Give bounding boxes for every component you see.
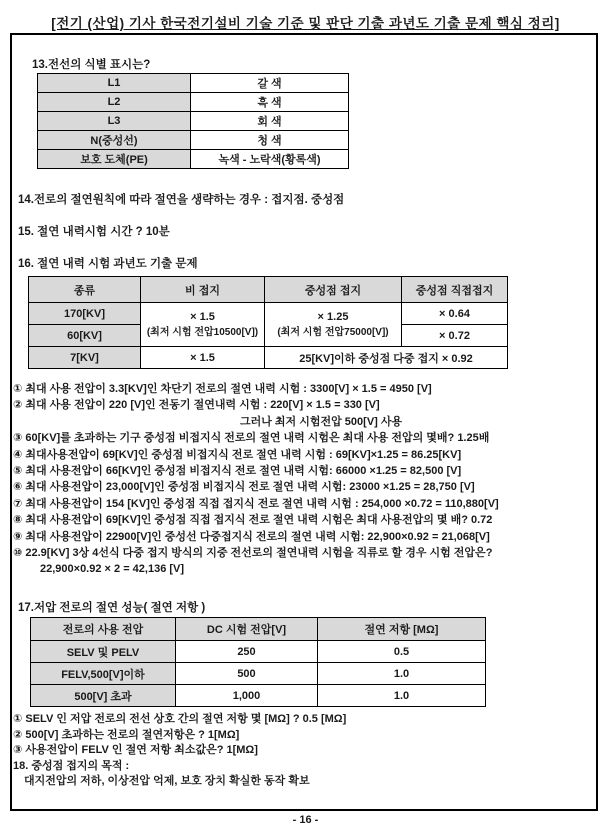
table-cell: × 0.64 bbox=[402, 303, 508, 325]
q16-item-6: ⑥ 최대 사용전압이 23,000[V]인 중성점 비접지식 전로 절연 내력 시험: 23000 ×1.25 = 28,750 [V] bbox=[13, 481, 475, 494]
q18-label: 18. 중성점 접지의 목적 : bbox=[13, 759, 130, 772]
q16-item-2-note: 그러나 최저 시험전압 500[V] 사용 bbox=[240, 415, 403, 428]
q17-item-1: ① SELV 인 저압 전로의 전선 상호 간의 절연 저항 몇 [MΩ] ? 0.5 [MΩ] bbox=[13, 713, 347, 725]
q16-item-3: ③ 60[KV]를 초과하는 기구 중성점 비접지식 전로의 절연 내력 시험은 최대 사용 전압의 몇배? 1.25배 bbox=[13, 432, 490, 445]
table-header-cell: 전로의 사용 전압 bbox=[31, 618, 176, 641]
q13-label: 13.전선의 식별 표시는? bbox=[32, 59, 151, 71]
q17-items bbox=[13, 712, 346, 790]
q16-item-9: ⑨ 최대 사용전압이 22900[V]인 중성선 다중접지식 전로의 절연 내력 시험: 22,900×0.92 = 21,068[V] bbox=[13, 530, 490, 543]
table-header-cell: 중성점 직접접지 bbox=[402, 277, 508, 303]
q17-item-3: ③ 사용전압이 FELV 인 절연 저항 최소값은? 1[MΩ] bbox=[13, 744, 258, 757]
table-cell: 청 색 bbox=[191, 131, 349, 150]
q16-item-10: ⑩ 22.9[KV] 3상 4선식 다중 접지 방식의 지중 전선로의 절연내력 시험을 직류로 할 경우 시험 전압은? bbox=[13, 546, 493, 559]
table-cell: 7[KV] bbox=[29, 347, 141, 369]
table-cell: FELV,500[V]이하 bbox=[31, 663, 176, 685]
q16-item-2: ② 최대 사용 전압이 220 [V]인 전동기 절연내력 시험 : 220[V] × 1.5 = 330 [V] bbox=[13, 399, 380, 412]
factor-text: × 1.25 bbox=[317, 311, 349, 323]
page-title: [전기 (산업) 기사 한국전기설비 기술 기준 및 판단 기출 과년도 기출 문제 핵심 정리] bbox=[51, 16, 560, 31]
table-header-cell: 절연 저항 [MΩ] bbox=[318, 618, 486, 641]
table-cell: N(중성선) bbox=[38, 131, 191, 150]
table-cell: L1 bbox=[38, 74, 191, 93]
table-cell: 0.5 bbox=[318, 641, 486, 663]
table-cell: 250 bbox=[176, 641, 318, 663]
factor-text: × 1.5 bbox=[190, 311, 215, 323]
table-cell bbox=[265, 303, 402, 347]
table-cell: L3 bbox=[38, 112, 191, 131]
q17-label: 17.저압 전로의 절연 성능( 절연 저항 ) bbox=[18, 602, 206, 614]
table-row bbox=[38, 150, 349, 169]
table-header-row bbox=[31, 618, 486, 641]
table-header-cell: 비 접지 bbox=[141, 277, 265, 303]
table-cell: 보호 도체(PE) bbox=[38, 150, 191, 169]
q15-label: 15. 절연 내력시험 시간 ? 10분 bbox=[18, 226, 170, 238]
q16-label: 16. 절연 내력 시험 과년도 기출 문제 bbox=[18, 258, 198, 270]
table-cell: 25[KV]이하 중성점 다중 접지 × 0.92 bbox=[265, 347, 508, 369]
q16-items bbox=[13, 381, 499, 578]
table-cell: L2 bbox=[38, 93, 191, 112]
table-cell: 흑 색 bbox=[191, 93, 349, 112]
q17-item-2: ② 500[V] 초과하는 전로의 절연저항은 ? 1[MΩ] bbox=[13, 728, 240, 741]
table-header-cell: 종류 bbox=[29, 277, 141, 303]
q16-item-4: ④ 최대사용전압이 69[KV]인 중성점 비접지식 전로 절연 내력 시험 : 69[KV]×1.25 = 86.25[KV] bbox=[13, 448, 462, 461]
table-cell: 60[KV] bbox=[29, 325, 141, 347]
q16-item-8: ⑧ 최대 사용전압이 69[KV]인 중성점 직접 접지식 전로 절연 내력 시험은 최대 사용전압의 몇 배? 0.72 bbox=[13, 514, 493, 527]
page-border bbox=[10, 33, 598, 811]
q16-item-5: ⑤ 최대 사용전압이 66[KV]인 중성점 비접지식 전로 절연 내력 시험: 66000 ×1.25 = 82,500 [V] bbox=[13, 464, 462, 477]
table-row bbox=[31, 641, 486, 663]
withstand-test-table bbox=[28, 276, 508, 369]
table-row bbox=[38, 112, 349, 131]
note-text: (최저 시험 전압75000[V]) bbox=[277, 327, 389, 338]
table-cell: 1.0 bbox=[318, 663, 486, 685]
note-text: (최저 시험 전압10500[V]) bbox=[146, 327, 259, 338]
table-cell bbox=[141, 303, 265, 347]
table-cell: 500[V] 초과 bbox=[31, 685, 176, 707]
table-row bbox=[38, 131, 349, 150]
page-number: - 16 - bbox=[292, 814, 319, 826]
table-cell: 1,000 bbox=[176, 685, 318, 707]
table-cell: 녹색 - 노락색(황록색) bbox=[191, 150, 349, 169]
insulation-resistance-table bbox=[30, 617, 486, 707]
table-row bbox=[29, 303, 508, 325]
table-cell: 갈 색 bbox=[191, 74, 349, 93]
q18-body: 대지전압의 저하, 이상전압 억제, 보호 장치 확실한 동작 확보 bbox=[24, 775, 310, 788]
table-header-cell: 중성점 접지 bbox=[265, 277, 402, 303]
q16-item-10-calc: 22,900×0.92 × 2 = 42,136 [V] bbox=[40, 563, 185, 576]
table-cell: SELV 및 PELV bbox=[31, 641, 176, 663]
table-cell: 1.0 bbox=[318, 685, 486, 707]
table-header-cell: DC 시험 전압[V] bbox=[176, 618, 318, 641]
q16-item-7: ⑦ 최대 사용전압이 154 [KV]인 중성점 직접 접지식 전로 절연 내력 시험 : 254,000 ×0.72 = 110,880[V] bbox=[13, 497, 499, 510]
table-row bbox=[31, 663, 486, 685]
table-row bbox=[31, 685, 486, 707]
table-cell: 500 bbox=[176, 663, 318, 685]
table-row bbox=[38, 93, 349, 112]
table-header-row bbox=[29, 277, 508, 303]
table-row bbox=[38, 74, 349, 93]
table-cell: 170[KV] bbox=[29, 303, 141, 325]
table-cell: × 0.72 bbox=[402, 325, 508, 347]
table-cell: × 1.5 bbox=[141, 347, 265, 369]
table-row bbox=[29, 347, 508, 369]
q14-label: 14.전로의 절연원칙에 따라 절연을 생략하는 경우 : 접지점. 중성점 bbox=[18, 194, 345, 206]
wire-color-table bbox=[37, 73, 349, 169]
q16-item-1: ① 최대 사용 전압이 3.3[KV]인 차단기 전로의 절연 내력 시험 : 3300[V] × 1.5 = 4950 [V] bbox=[13, 383, 432, 395]
table-cell: 회 색 bbox=[191, 112, 349, 131]
